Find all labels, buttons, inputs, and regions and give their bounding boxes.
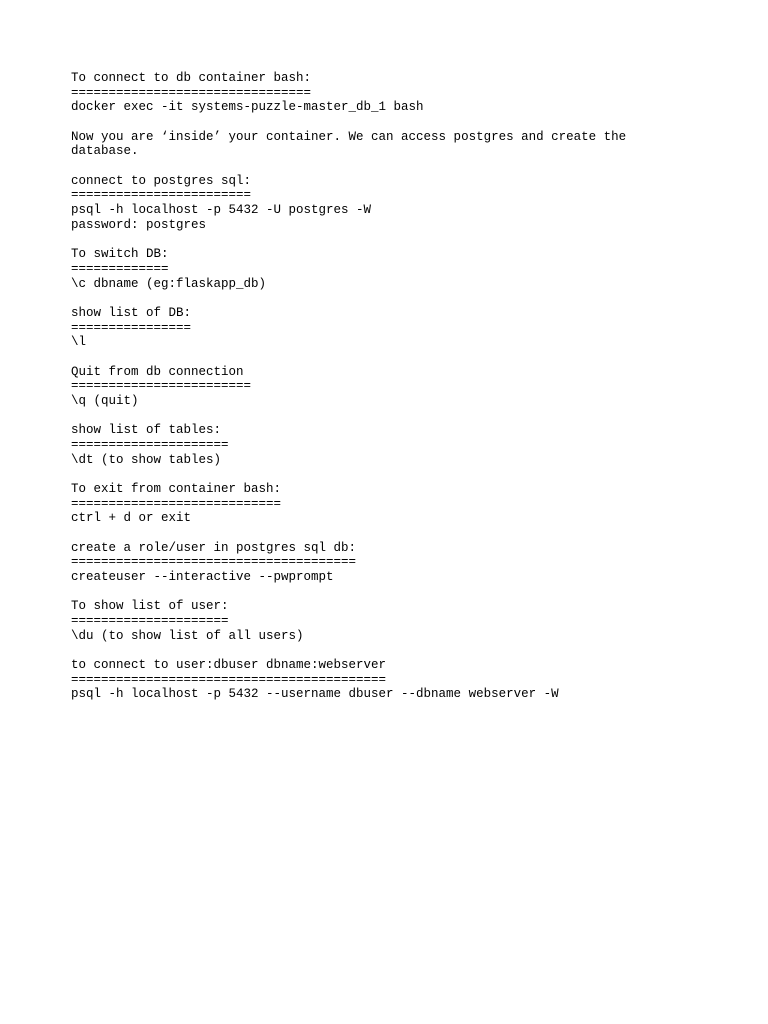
heading-rule: ================ bbox=[71, 320, 192, 335]
section-heading: Quit from db connection bbox=[71, 364, 244, 379]
section-switch-db bbox=[71, 247, 711, 291]
section-create-role bbox=[71, 541, 711, 585]
section-exit-container bbox=[71, 482, 711, 526]
command-line: createuser --interactive --pwprompt bbox=[71, 570, 334, 585]
section-inside-container-note bbox=[71, 130, 711, 159]
command-line: \du (to show list of all users) bbox=[71, 628, 304, 643]
heading-rule: ===================== bbox=[71, 437, 229, 452]
section-heading: show list of tables: bbox=[71, 423, 222, 438]
section-list-users bbox=[71, 599, 711, 643]
command-line: password: postgres bbox=[71, 217, 207, 232]
document-body bbox=[71, 71, 711, 717]
section-heading: to connect to user:dbuser dbname:webserver bbox=[71, 658, 387, 673]
heading-rule: ======================== bbox=[71, 188, 252, 203]
command-line: docker exec -it systems-puzzle-master_db_1 bash bbox=[71, 100, 424, 115]
section-heading: show list of DB: bbox=[71, 305, 192, 320]
section-heading: connect to postgres sql: bbox=[71, 173, 252, 188]
section-connect-user bbox=[71, 658, 711, 702]
command-line: \c dbname (eg:flaskapp_db) bbox=[71, 276, 267, 291]
section-quit-db bbox=[71, 365, 711, 409]
command-line: ctrl + d or exit bbox=[71, 511, 192, 526]
command-line: \l bbox=[71, 335, 87, 350]
heading-rule: ===================== bbox=[71, 614, 229, 629]
paragraph-text: Now you are ‘inside’ your container. We can access postgres and create the database. bbox=[71, 129, 627, 159]
section-heading: To connect to db container bash: bbox=[71, 71, 312, 85]
heading-rule: ======================== bbox=[71, 379, 252, 394]
heading-rule: ========================================== bbox=[71, 672, 387, 687]
section-heading: To show list of user: bbox=[71, 599, 229, 614]
section-heading: create a role/user in postgres sql db: bbox=[71, 540, 357, 555]
section-list-db bbox=[71, 306, 711, 350]
command-line: psql -h localhost -p 5432 --username dbuser --dbname webserver -W bbox=[71, 687, 559, 702]
section-connect-postgres bbox=[71, 174, 711, 233]
heading-rule: ============= bbox=[71, 261, 169, 276]
command-line: \dt (to show tables) bbox=[71, 452, 222, 467]
section-heading: To switch DB: bbox=[71, 247, 169, 262]
section-connect-container bbox=[71, 71, 711, 115]
section-heading: To exit from container bash: bbox=[71, 481, 282, 496]
section-list-tables bbox=[71, 423, 711, 467]
command-line: psql -h localhost -p 5432 -U postgres -W bbox=[71, 203, 372, 218]
command-line: \q (quit) bbox=[71, 393, 139, 408]
heading-rule: ============================ bbox=[71, 496, 282, 511]
heading-rule: ====================================== bbox=[71, 555, 357, 570]
heading-rule: ================================ bbox=[71, 85, 312, 100]
